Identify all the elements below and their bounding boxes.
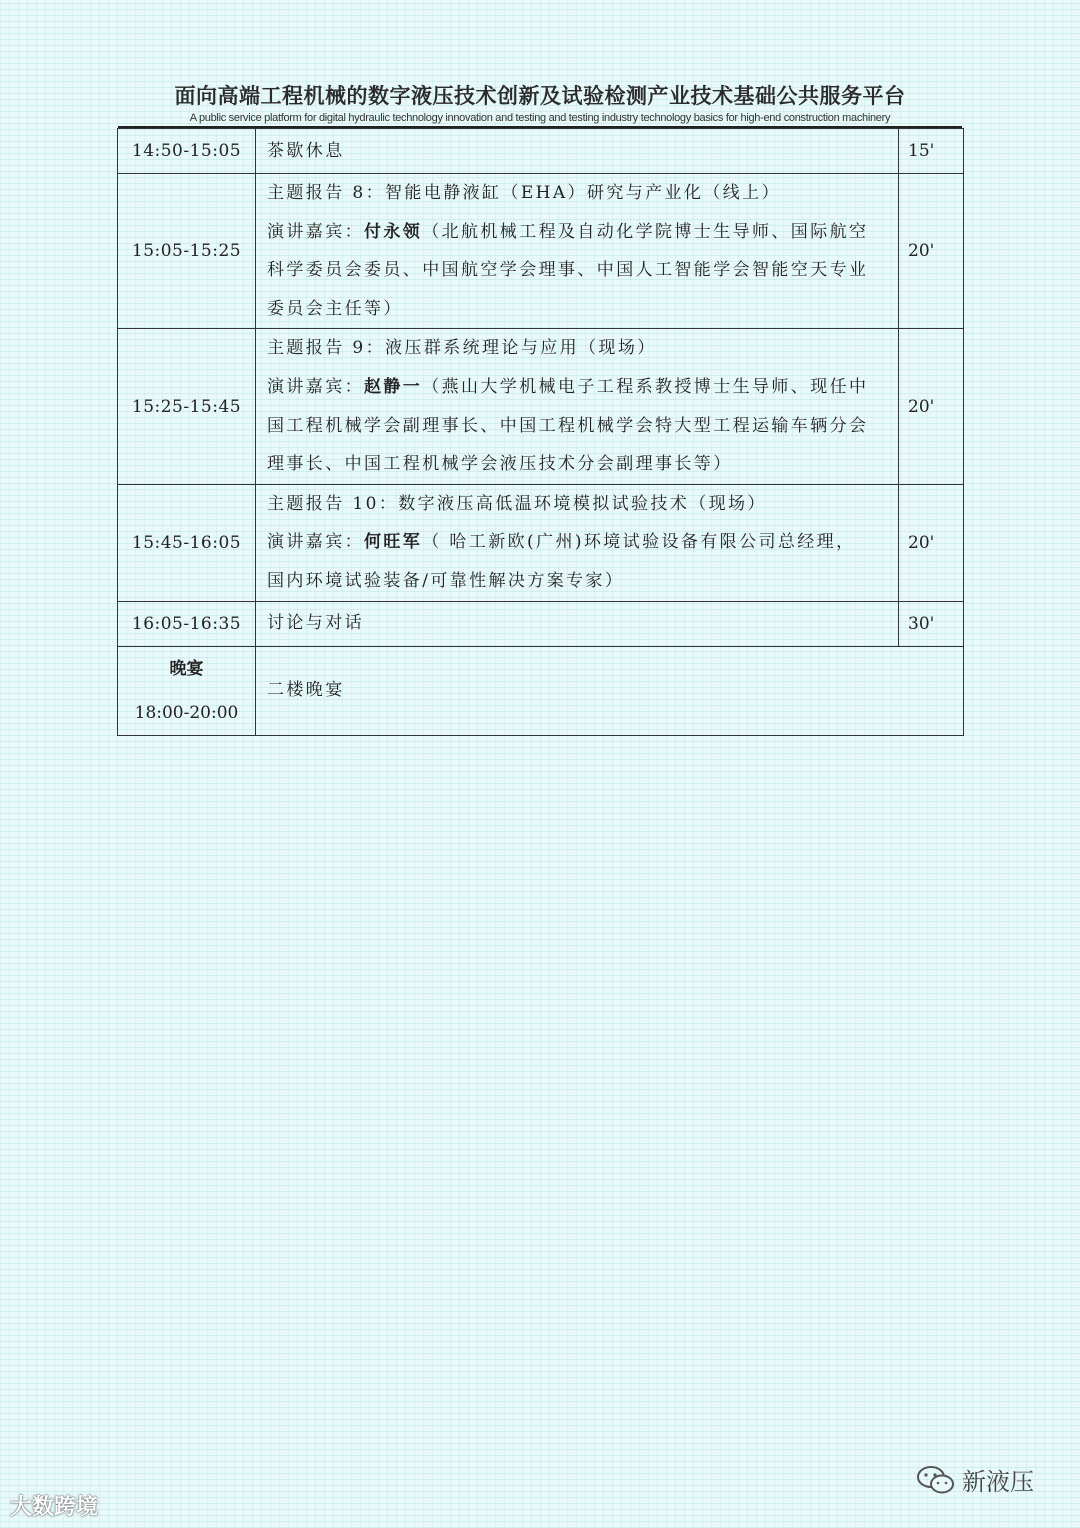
speaker-bio: （北航机械工程及自动化学院博士生导师、国际航空 xyxy=(422,221,869,242)
session-cell xyxy=(256,329,899,484)
duration-cell: 20' xyxy=(899,329,964,484)
watermark-left: 大数跨境 xyxy=(10,1495,99,1520)
speaker-prefix: 演讲嘉宾： xyxy=(267,221,364,242)
speaker-name: 付永领 xyxy=(364,221,423,242)
session-cell xyxy=(256,484,899,601)
speaker-line xyxy=(267,213,888,252)
dinner-label: 晚宴 xyxy=(169,658,204,679)
time-cell xyxy=(118,646,256,735)
speaker-prefix: 演讲嘉宾： xyxy=(267,532,364,553)
duration-cell: 15' xyxy=(899,129,964,174)
duration-cell: 20' xyxy=(899,484,964,601)
speaker-name: 赵静一 xyxy=(364,376,423,397)
speaker-bio: 理事长、中国工程机械学会液压技术分会副理事长等） xyxy=(267,454,733,475)
speaker-bio: 委员会主任等） xyxy=(267,298,403,319)
speaker-bio: 科学委员会委员、中国航空学会理事、中国人工智能学会智能空天专业 xyxy=(267,260,869,281)
session-cell: 讨论与对话 xyxy=(256,601,899,646)
table-row xyxy=(118,129,964,174)
table-row xyxy=(118,601,964,646)
talk-topic: 主题报告 8：智能电静液缸（EHA）研究与产业化（线上） xyxy=(267,183,781,203)
speaker-bio: 国内环境试验装备/可靠性解决方案专家） xyxy=(267,570,625,591)
document-header xyxy=(118,80,962,124)
time-cell: 16:05-16:35 xyxy=(118,601,256,646)
talk-topic: 主题报告 9：液压群系统理论与应用（现场） xyxy=(267,338,657,359)
duration-cell: 20' xyxy=(899,174,964,329)
dinner-time: 18:00-20:00 xyxy=(134,702,239,723)
speaker-bio: （燕山大学机械电子工程系教授博士生导师、现任中 xyxy=(422,376,869,397)
speaker-name: 何旺军 xyxy=(364,532,423,553)
watermark-right xyxy=(916,1462,1034,1497)
time-cell: 15:25-15:45 xyxy=(118,329,256,484)
session-cell xyxy=(256,174,899,329)
speaker-line xyxy=(267,368,888,407)
schedule-table xyxy=(117,128,964,736)
wechat-icon xyxy=(916,1464,956,1496)
session-cell: 二楼晚宴 xyxy=(256,646,964,735)
speaker-bio: （ 哈工新欧(广州)环境试验设备有限公司总经理， xyxy=(422,532,856,553)
speaker-bio: 国工程机械学会副理事长、中国工程机械学会特大型工程运输车辆分会 xyxy=(267,415,869,436)
session-cell: 茶歇休息 xyxy=(256,129,899,174)
speaker-line xyxy=(267,523,888,562)
talk-topic: 主题报告 10：数字液压高低温环境模拟试验技术（现场） xyxy=(267,493,767,514)
platform-title: 面向高端工程机械的数字液压技术创新及试验检测产业技术基础公共服务平台 xyxy=(174,84,906,108)
table-row xyxy=(118,329,964,484)
time-cell: 15:45-16:05 xyxy=(118,484,256,601)
time-cell: 15:05-15:25 xyxy=(118,174,256,329)
table-row xyxy=(118,174,964,329)
table-row xyxy=(118,484,964,601)
time-cell: 14:50-15:05 xyxy=(118,129,256,174)
platform-subtitle: A public service platform for digital hydraulic technology innovation and testing and testing industry technology basics for high-end construction machinery xyxy=(189,112,891,124)
duration-cell: 30' xyxy=(899,601,964,646)
table-row xyxy=(118,646,964,735)
speaker-prefix: 演讲嘉宾： xyxy=(267,376,364,397)
account-name: 新液压 xyxy=(962,1468,1034,1496)
